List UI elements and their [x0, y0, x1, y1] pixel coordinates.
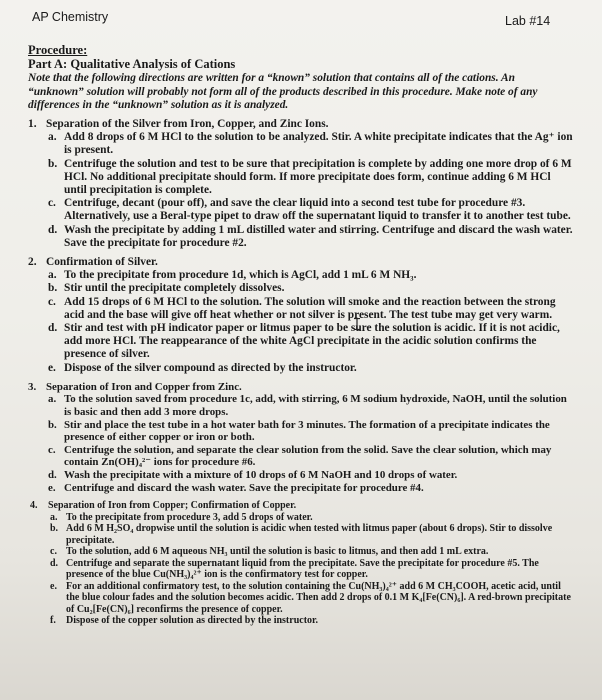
step-text: To the solution saved from procedure 1c, add, with stirring, 6 M sodium hydroxide, NaOH, until the solution is basic and then add 3 more drops.: [64, 393, 567, 419]
lab-number: Lab #14: [505, 14, 551, 28]
step-text: Stir and test with pH indicator paper or litmus paper to be sure the solution is acidic. If it is not acidic, add more HCl. The reappearance of the white AgCl precipitate in the acidic solution confirms the presence of silver.: [64, 322, 560, 361]
step-text: Wash the precipitate with a mixture of 10 drops of 6 M NaOH and 10 drops of water.: [64, 469, 458, 482]
step-item: [50, 546, 573, 558]
step-item: [48, 224, 573, 250]
step-letter: b.: [48, 157, 58, 170]
step-item: [48, 197, 573, 223]
step-text: Add 6 M H₂SO₄ dropwise until the solution is acidic when tested with litmus paper (about 6 drops). Stir to dissolve precipitate.: [66, 523, 553, 546]
note-paragraph: Note that the following directions are written for a “known” solution that contains all of the cations. An “unknown” solution will probably not form all of the products described in this procedure. Make note of any differences in the “unknown” solution as it is analyzed.: [28, 72, 538, 111]
step-item: [48, 482, 573, 495]
section-title-text: Separation of Iron and Copper from Zinc.: [46, 380, 242, 393]
step-text: To the precipitate from procedure 3, add 5 drops of water.: [66, 511, 313, 523]
step-letter: a.: [50, 511, 58, 523]
step-item: [48, 322, 573, 362]
step-text: For an additional confirmatory test, to the solution containing the Cu(NH₃)₄²⁺ add 6 M CH₃COOH, acetic acid, until the blue colour fades and the solution becomes acidic. Then add 2 drops of 0.1 M K₄[Fe(CN)₆]. A red-brown precipitate of Cu₂[Fe(CN)₆] reconfirms the presence of copper.: [66, 580, 571, 615]
step-text: Wash the precipitate by adding 1 mL distilled water and stirring. Centrifuge and discard the wash water. Save the precipitate for procedure #2.: [64, 223, 573, 249]
step-item: [50, 523, 573, 546]
step-item: [50, 581, 573, 616]
step-item: [50, 512, 573, 524]
step-letter: a.: [48, 131, 57, 144]
section-number: 1.: [28, 118, 37, 131]
step-letter: d.: [48, 469, 57, 482]
section-4: [30, 500, 573, 627]
section-title: [30, 500, 573, 512]
section-number: 4.: [30, 500, 38, 512]
step-text: Centrifuge the solution, and separate the clear solution from the solid. Save the clear solution, which may contain Zn(OH)₄²⁻ ions for procedure #6.: [64, 443, 552, 469]
step-text: Dispose of the copper solution as directed by the instructor.: [66, 615, 319, 627]
step-letter: a.: [48, 269, 57, 282]
step-text: Add 15 drops of 6 M HCl to the solution. The solution will smoke and the reaction between the strong acid and the base will give off heat whether or not silver is present. The test tube may get very warm.: [64, 295, 556, 321]
section-2: [28, 256, 573, 375]
step-text: Stir until the precipitate completely dissolves.: [64, 282, 285, 295]
step-item: [48, 282, 573, 295]
procedure-heading: Procedure:: [28, 43, 88, 57]
step-letter: b.: [48, 282, 58, 295]
step-text: Centrifuge and separate the supernatant liquid from the precipitate. Save the precipitate for procedure #5. The presence of the blue Cu(NH₃)₄²⁺ ion is the confirmatory test for copper.: [66, 557, 539, 581]
step-item: [48, 158, 573, 198]
step-letter: f.: [50, 615, 56, 627]
step-item: [48, 444, 573, 469]
section-3: [28, 381, 573, 494]
section-title-text: Separation of the Silver from Iron, Copper, and Zinc Ions.: [46, 118, 329, 131]
section-number: 3.: [28, 380, 37, 393]
step-text: Centrifuge and discard the wash water. Save the precipitate for procedure #4.: [64, 481, 424, 494]
part-a-title: Part A: Qualitative Analysis of Cations: [28, 57, 236, 72]
course-title: AP Chemistry: [32, 10, 109, 24]
step-letter: a.: [48, 393, 57, 406]
step-text: Add 8 drops of 6 M HCl to the solution to be analyzed. Stir. A white precipitate indicates that the Ag⁺ ion is present.: [64, 131, 573, 157]
text-cursor-icon: [352, 318, 362, 330]
step-item: [48, 419, 573, 444]
step-text: To the precipitate from procedure 1d, which is AgCl, add 1 mL 6 M NH₃.: [64, 269, 417, 282]
step-item: [48, 362, 573, 375]
step-text: To the solution, add 6 M aqueous NH₃ until the solution is basic to litmus, and then add 1 mL extra.: [66, 546, 489, 558]
section-title: [28, 118, 573, 131]
procedure-content: [28, 44, 573, 627]
step-item: [50, 615, 573, 627]
step-letter: d.: [48, 322, 58, 335]
section-title: [28, 256, 573, 269]
step-item: [48, 296, 573, 322]
step-letter: c.: [50, 546, 57, 558]
step-letter: b.: [48, 418, 57, 431]
step-item: [50, 558, 573, 581]
section-title: [28, 381, 573, 394]
step-text: Dispose of the silver compound as directed by the instructor.: [64, 361, 357, 374]
section-title-text: Separation of Iron from Copper; Confirmation of Copper.: [48, 500, 297, 512]
step-letter: c.: [48, 295, 56, 308]
step-letter: c.: [48, 197, 56, 210]
step-letter: d.: [50, 557, 59, 569]
step-letter: e.: [48, 481, 56, 494]
section-number: 2.: [28, 256, 37, 269]
step-letter: e.: [50, 580, 57, 592]
step-item: [48, 393, 573, 418]
step-item: [48, 469, 573, 482]
step-text: Centrifuge, decant (pour off), and save the clear liquid into a second test tube for procedure #3. Alternatively, use a Beral-type pipet to draw off the supernatant liquid to transfer it to another test tube.: [64, 197, 571, 223]
section-title-text: Confirmation of Silver.: [46, 256, 158, 269]
step-letter: e.: [48, 361, 56, 374]
step-item: [48, 131, 573, 157]
step-letter: d.: [48, 223, 58, 236]
step-letter: b.: [50, 523, 59, 535]
step-text: Centrifuge the solution and test to be sure that precipitation is complete by adding one more drop of 6 M HCl. No additional precipitate should form. If more precipitate does form, continue adding 6 M HCl until precipitation is complete.: [64, 157, 572, 197]
section-1: [28, 118, 573, 250]
step-text: Stir and place the test tube in a hot water bath for 3 minutes. The formation of a precipitate indicates the presence of either copper or iron or both.: [64, 418, 550, 444]
step-item: [48, 269, 573, 282]
step-letter: c.: [48, 443, 56, 456]
